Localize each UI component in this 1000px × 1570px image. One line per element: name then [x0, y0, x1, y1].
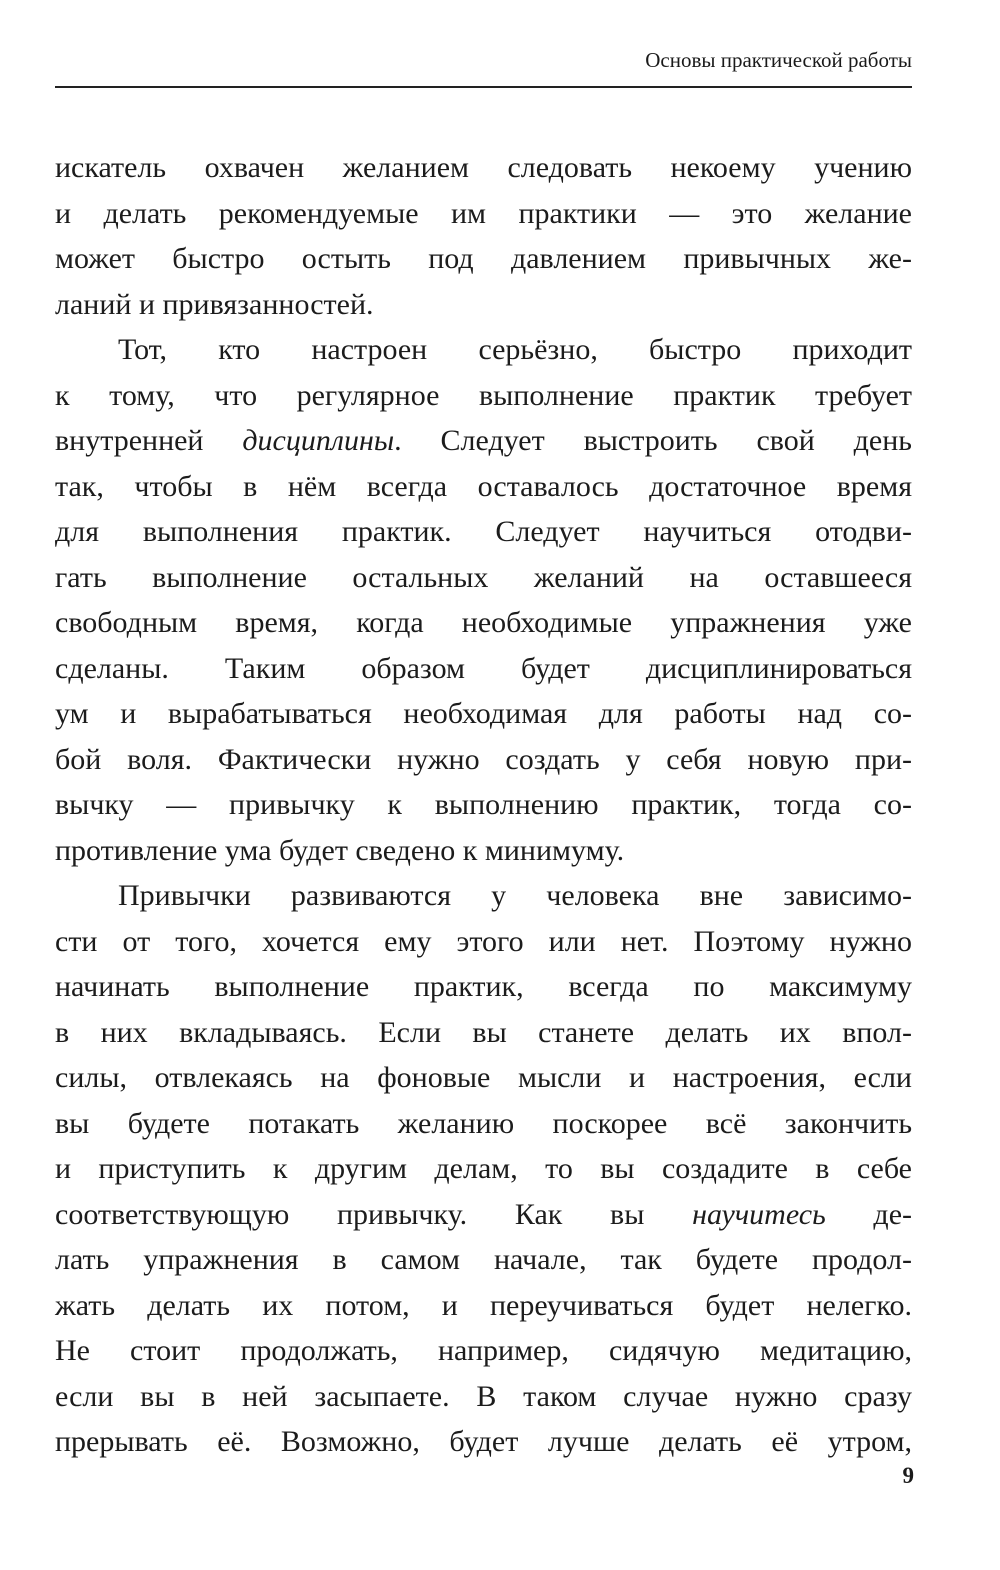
text-line: свободным время, когда необходимые упражнения уже	[55, 606, 912, 639]
text-line: противление ума будет сведено к минимуму.	[55, 833, 625, 867]
text-line: Тот, кто настроен серьёзно, быстро приходит	[118, 333, 912, 366]
text-segment: соответствующую привычку. Как вы	[55, 1197, 693, 1231]
text-line: жать делать их потом, и переучиваться будет нелегко.	[55, 1288, 912, 1322]
text-line: сти от того, хочется ему этого или нет. Поэтому нужно	[55, 924, 912, 958]
paragraph	[55, 873, 912, 1465]
page-number: 9	[902, 1463, 914, 1488]
text-segment: внутренней	[55, 424, 243, 457]
text-line	[55, 1192, 912, 1238]
text-line: к тому, что регулярное выполнение практик требует	[55, 378, 912, 412]
text-line: гать выполнение остальных желаний на оставшееся	[55, 560, 912, 594]
text-segment: де-	[825, 1197, 912, 1231]
text-line: может быстро остыть под давлением привычных же-	[55, 242, 912, 275]
text-line: начинать выполнение практик, всегда по максимуму	[55, 970, 912, 1003]
text-line: если вы в ней засыпаете. В таком случае нужно сразу	[55, 1379, 912, 1413]
text-line: для выполнения практик. Следует научиться отодви-	[55, 515, 912, 548]
text-line: прерывать её. Возможно, будет лучше делать её утром,	[55, 1425, 912, 1458]
paragraph	[55, 145, 912, 327]
body-text	[55, 145, 912, 1465]
text-line: так, чтобы в нём всегда оставалось достаточное время	[55, 469, 912, 503]
text-line: Привычки развиваются у человека вне зависимо-	[118, 879, 912, 912]
emphasis-text: дисциплины	[242, 424, 395, 457]
text-line: силы, отвлекаясь на фоновые мысли и настроения, если	[55, 1061, 912, 1094]
text-line: вы будете потакать желанию поскорее всё закончить	[55, 1106, 912, 1140]
running-title: Основы практической работы	[645, 48, 912, 72]
text-line: ланий и привязанностей.	[55, 287, 374, 321]
text-segment: . Следует выстроить свой день	[394, 424, 912, 457]
text-line: вычку — привычку к выполнению практик, тогда со-	[55, 788, 912, 821]
text-line: искатель охвачен желанием следовать некоему учению	[55, 151, 912, 184]
running-header	[55, 44, 912, 88]
paragraph	[55, 327, 912, 873]
text-line: в них вкладываясь. Если вы станете делать их впол-	[55, 1015, 912, 1049]
text-line: и приступить к другим делам, то вы создадите в себе	[55, 1152, 912, 1185]
text-line: сделаны. Таким образом будет дисциплинироваться	[55, 651, 912, 685]
text-line: лать упражнения в самом начале, так будете продол-	[55, 1243, 912, 1276]
text-line: Не стоит продолжать, например, сидячую медитацию,	[55, 1334, 912, 1367]
text-line: бой воля. Фактически нужно создать у себя новую при-	[55, 742, 912, 776]
text-line: ум и вырабатываться необходимая для работы над со-	[55, 697, 912, 730]
emphasis-text: научитесь	[692, 1197, 826, 1231]
text-line	[55, 418, 912, 464]
text-line: и делать рекомендуемые им практики — это желание	[55, 196, 912, 230]
